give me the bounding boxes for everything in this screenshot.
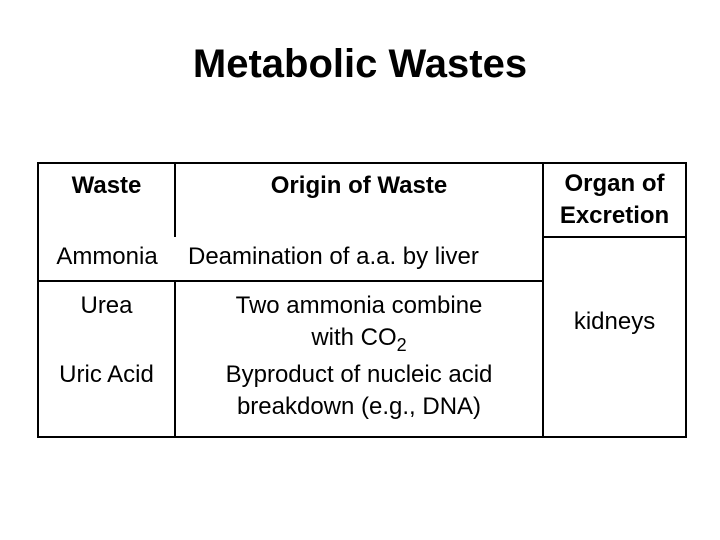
origin-urea-co: with CO: [311, 324, 397, 351]
header-waste: Waste: [38, 163, 175, 237]
cell-organ-kidneys: kidneys: [543, 237, 686, 437]
cell-origin-urea: [175, 281, 543, 359]
header-organ: Organ of Excretion: [543, 163, 686, 237]
origin-uric-line1: Byproduct of nucleic acid: [225, 361, 493, 388]
waste-table: [37, 162, 687, 438]
origin-urea-sub: 2: [396, 334, 407, 355]
table-header-row: [38, 163, 686, 237]
origin-urea-line2: [176, 322, 542, 354]
origin-urea-line1: Two ammonia combine: [235, 292, 483, 319]
origin-uric-line2: breakdown (e.g., DNA): [236, 393, 482, 420]
cell-waste-urea: Urea: [38, 281, 175, 359]
cell-origin-ammonia: Deamination of a.a. by liver: [175, 237, 543, 281]
slide-title: Metabolic Wastes: [192, 42, 528, 86]
cell-waste-uric-acid: Uric Acid: [38, 359, 175, 437]
cell-waste-ammonia: Ammonia: [38, 237, 175, 281]
header-origin: Origin of Waste: [270, 172, 448, 199]
cell-origin-uric-acid: [175, 359, 543, 437]
table-row: [38, 237, 686, 281]
